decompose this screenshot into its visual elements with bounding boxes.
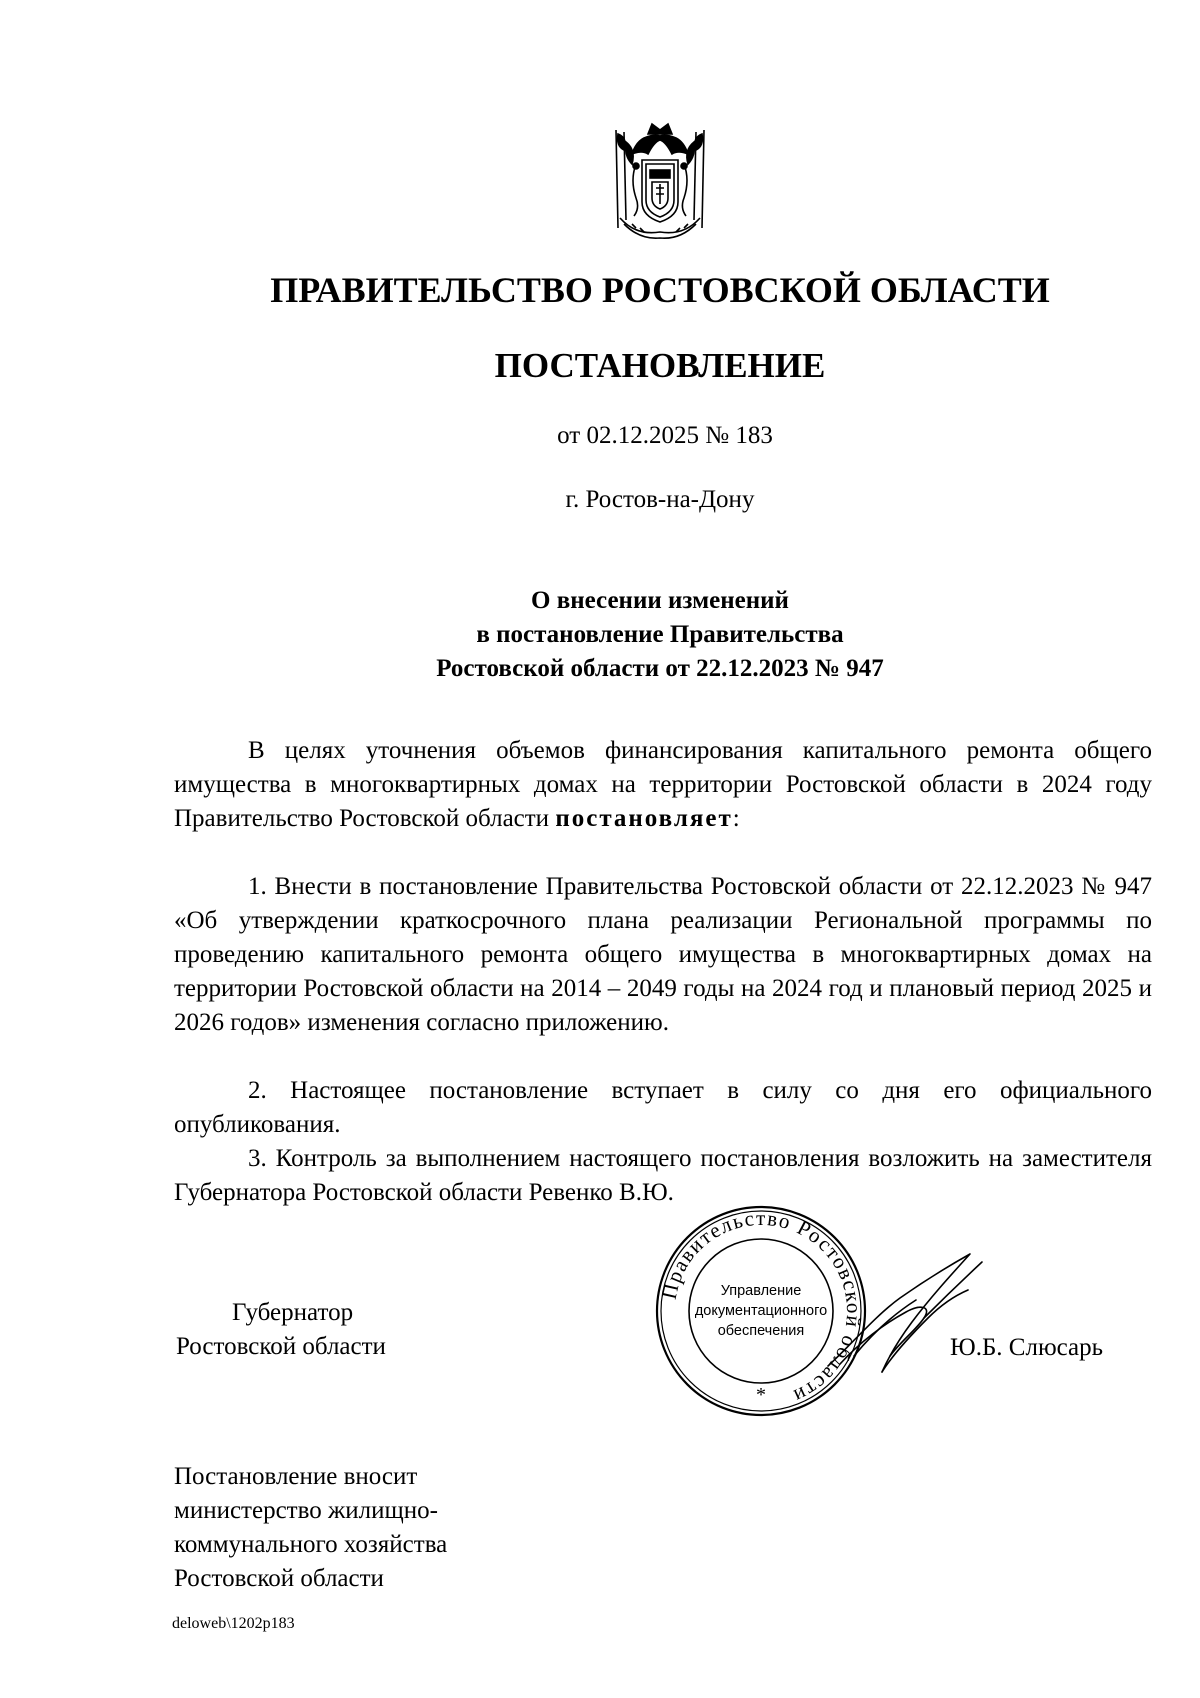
document-city: г. Ростов-на-Дону <box>565 486 755 513</box>
signatory-position-line: Ростовской области <box>176 1333 386 1360</box>
government-title: ПРАВИТЕЛЬСТВО РОСТОВСКОЙ ОБЛАСТИ <box>270 270 1050 310</box>
subject-line: в постановление Правительства <box>476 621 844 648</box>
resolution-keyword: постановляет <box>555 805 733 832</box>
signatory-name: Ю.Б. Слюсарь <box>950 1334 1104 1361</box>
signatory-position <box>176 1296 386 1364</box>
document-type-title: ПОСТАНОВЛЕНИЕ <box>494 346 826 385</box>
coat-of-arms-icon <box>606 120 714 242</box>
note-line: коммунального хозяйства <box>174 1531 448 1558</box>
file-reference: deloweb\1202p183 <box>172 1615 295 1632</box>
note-line: министерство жилищно- <box>174 1497 438 1524</box>
resolution-item-2: 2. Настоящее постановление вступает в силу со дня его официального опубликования. <box>174 1077 1152 1138</box>
resolution-item-3: 3. Контроль за выполнением настоящего постановления возложить на заместителя Губернатора Ростовской области Ревенко В.Ю. <box>174 1145 1152 1206</box>
seal-star: * <box>756 1384 766 1406</box>
document-subject <box>0 584 1200 686</box>
submitting-authority-note <box>174 1460 447 1596</box>
resolution-item-1: 1. Внести в постановление Правительства Ростовской области от 22.12.2023 № 947 «Об утверждении краткосрочного плана реализации Региональной программы по проведению капитального ремонта общего имущества в многоквартирных домах на территории Ростовской области на 2014 – 2049 годы на 2024 год и плановый период 2025 и 2026 годов» изменения согласно приложению. <box>174 873 1152 1036</box>
preamble-colon: : <box>732 805 740 832</box>
seal-center-line: документационного <box>694 1303 828 1319</box>
seal-ring-text: Правительство Ростовской области <box>656 1205 867 1410</box>
note-line: Постановление вносит <box>174 1463 418 1490</box>
preamble-text: В целях уточнения объемов финансирования капитального ремонта общего имущества в многоквартирных домах на территории Ростовской области в 2024 году Правительство Ростовской области <box>174 737 1152 832</box>
signatory-position-line: Губернатор <box>232 1299 354 1326</box>
document-date-number: от 02.12.2025 № 183 <box>557 422 773 449</box>
seal-center-line: Управление <box>720 1283 802 1299</box>
subject-line: О внесении изменений <box>531 587 789 614</box>
preamble-paragraph <box>174 734 1152 836</box>
note-line: Ростовской области <box>174 1565 384 1592</box>
subject-line: Ростовской области от 22.12.2023 № 947 <box>436 655 884 682</box>
seal-center-line: обеспечения <box>717 1323 805 1339</box>
